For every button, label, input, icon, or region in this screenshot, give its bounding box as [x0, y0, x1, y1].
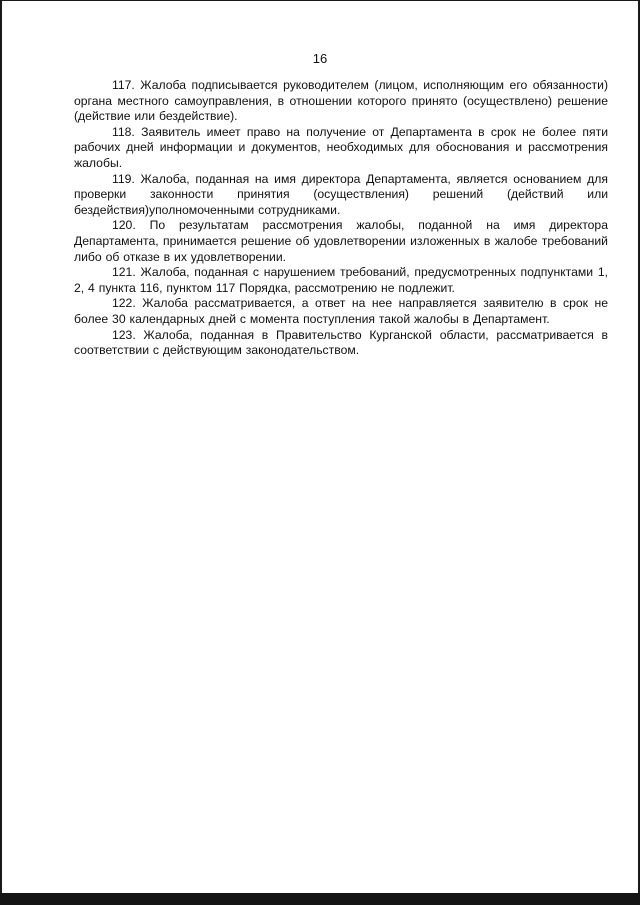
paragraph-119: 119. Жалоба, поданная на имя директора Департамента, является основанием для проверки законности принятия (осуществления) решений (действий или бездействия)уполномоченными сотрудниками. — [74, 171, 608, 217]
paragraph-123: 123. Жалоба, поданная в Правительство Курганской области, рассматривается в соответствии с действующим законодательством. — [74, 327, 608, 358]
paragraph-121: 121. Жалоба, поданная с нарушением требований, предусмотренных подпунктами 1, 2, 4 пункта 116, пунктом 117 Порядка, рассмотрению не подлежит. — [74, 265, 608, 295]
scan-border-top — [0, 0, 640, 1]
scan-border-left — [0, 0, 2, 905]
scan-band-bottom — [0, 893, 640, 905]
paragraph-118: 118. Заявитель имеет право на получение от Департамента в срок не более пяти рабочих дней информации и документов, необходимых для обоснования и рассмотрения жалобы. — [74, 124, 608, 170]
page-number: 16 — [312, 51, 328, 66]
paragraph-117: 117. Жалоба подписывается руководителем (лицом, исполняющим его обязанности) органа местного самоуправления, в отношении которого принято (осуществлено) решение (действие или бездействие). — [74, 78, 608, 124]
document-body — [74, 78, 608, 359]
paragraph-122: 122. Жалоба рассматривается, а ответ на нее направляется заявителю в срок не более 30 календарных дней с момента поступления такой жалобы в Департамент. — [74, 296, 608, 326]
paragraph-120: 120. По результатам рассмотрения жалобы, поданной на имя директора Департамента, принимается решение об удовлетворении изложенных в жалобе требований либо об отказе в их удовлетворении. — [74, 218, 608, 264]
